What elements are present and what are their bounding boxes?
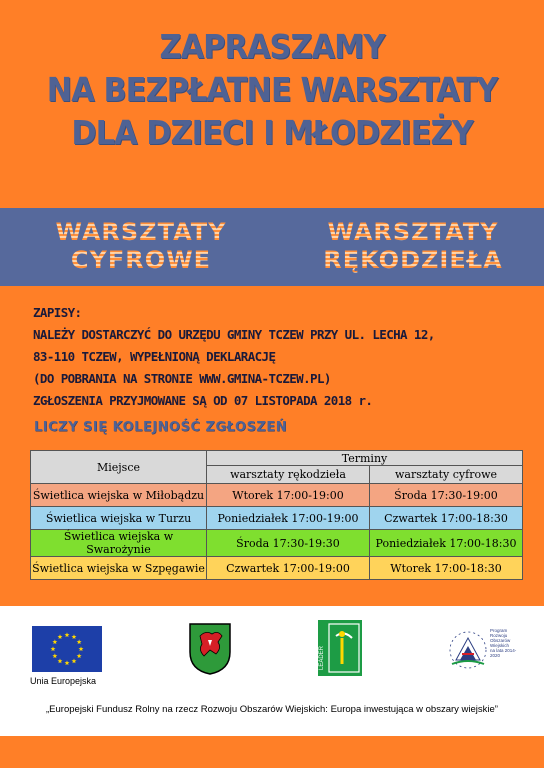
cell-digital: Środa 17:30-19:00 <box>370 484 523 507</box>
cell-craft: Wtorek 17:00-19:00 <box>207 484 370 507</box>
header-terms: Terminy <box>207 451 523 466</box>
craft-workshops-title <box>318 218 508 274</box>
info-line-3: 83-110 TCZEW, WYPEŁNIONĄ DEKLARACJĘ <box>33 349 276 364</box>
prow-text-line: Rozwoju <box>490 633 508 638</box>
headline <box>0 27 544 159</box>
cell-digital: Czwartek 17:00-18:30 <box>370 507 523 530</box>
cell-place: Świetlica wiejska w Turzu <box>31 507 207 530</box>
digital-workshops-title <box>46 218 236 274</box>
info-line-1: ZAPISY: <box>33 305 82 320</box>
coat-of-arms-icon <box>188 622 232 676</box>
eu-label: Unia Europejska <box>30 676 97 686</box>
workshop-types-band <box>0 208 544 286</box>
cell-place: Świetlica wiejska w Miłobądzu <box>31 484 207 507</box>
cell-craft: Poniedziałek 17:00-19:00 <box>207 507 370 530</box>
info-line-5: ZGŁOSZENIA PRZYJMOWANE SĄ OD 07 LISTOPADA 2018 r. <box>33 393 373 408</box>
schedule-table <box>30 450 523 580</box>
cell-digital: Wtorek 17:00-18:30 <box>370 557 523 580</box>
funding-caption: „Europejski Fundusz Rolny na rzecz Rozwoju Obszarów Wiejskich: Europa inwestująca w obszary wiejskie” <box>46 704 498 715</box>
prow-text-line: Wiejskich <box>490 643 510 648</box>
prow-text <box>490 628 520 658</box>
table-header-row <box>31 451 523 466</box>
headline-line-1: ZAPRASZAMY <box>159 27 385 66</box>
digital-title-line-2: CYFROWE <box>70 246 212 274</box>
bottom-strip <box>0 736 544 768</box>
headline-line-3: DLA DZIECI I MŁODZIEŻY <box>71 113 473 152</box>
craft-title-line-1: WARSZTATY <box>327 218 499 246</box>
cell-craft: Środa 17:30-19:30 <box>207 530 370 557</box>
table-row <box>31 530 523 557</box>
table-row <box>31 484 523 507</box>
leader-logo-icon <box>318 620 362 676</box>
table-row <box>31 557 523 580</box>
registration-info <box>33 302 533 412</box>
cell-place: Świetlica wiejska w Szpęgawie <box>31 557 207 580</box>
info-line-4: (DO POBRANIA NA STRONIE WWW.GMINA-TCZEW.PL) <box>33 371 331 386</box>
prow-text-line: Obszarów <box>490 638 511 643</box>
cell-place: Świetlica wiejska w Swarożynie <box>31 530 207 557</box>
header-digital: warsztaty cyfrowe <box>370 466 523 484</box>
prow-text-line: na lata 2014-2020 <box>490 648 517 658</box>
craft-title-line-2: RĘKODZIEŁA <box>323 246 503 274</box>
digital-title-line-1: WARSZTATY <box>55 218 227 246</box>
prow-text-line: Program <box>490 628 508 633</box>
table-row <box>31 507 523 530</box>
cell-craft: Czwartek 17:00-19:00 <box>207 557 370 580</box>
info-line-2: NALEŻY DOSTARCZYĆ DO URZĘDU GMINY TCZEW PRZY UL. LECHA 12, <box>33 327 435 342</box>
queue-note: LICZY SIĘ KOLEJNOŚĆ ZGŁOSZEŃ <box>34 420 288 435</box>
eu-flag-icon <box>32 626 102 672</box>
header-place: Miejsce <box>31 451 207 484</box>
cell-digital: Poniedziałek 17:00-18:30 <box>370 530 523 557</box>
leader-text: LEADER <box>319 645 325 670</box>
headline-line-2: NA BEZPŁATNE WARSZTATY <box>46 70 498 109</box>
footer-logos <box>0 606 544 736</box>
header-craft: warsztaty rękodzieła <box>207 466 370 484</box>
